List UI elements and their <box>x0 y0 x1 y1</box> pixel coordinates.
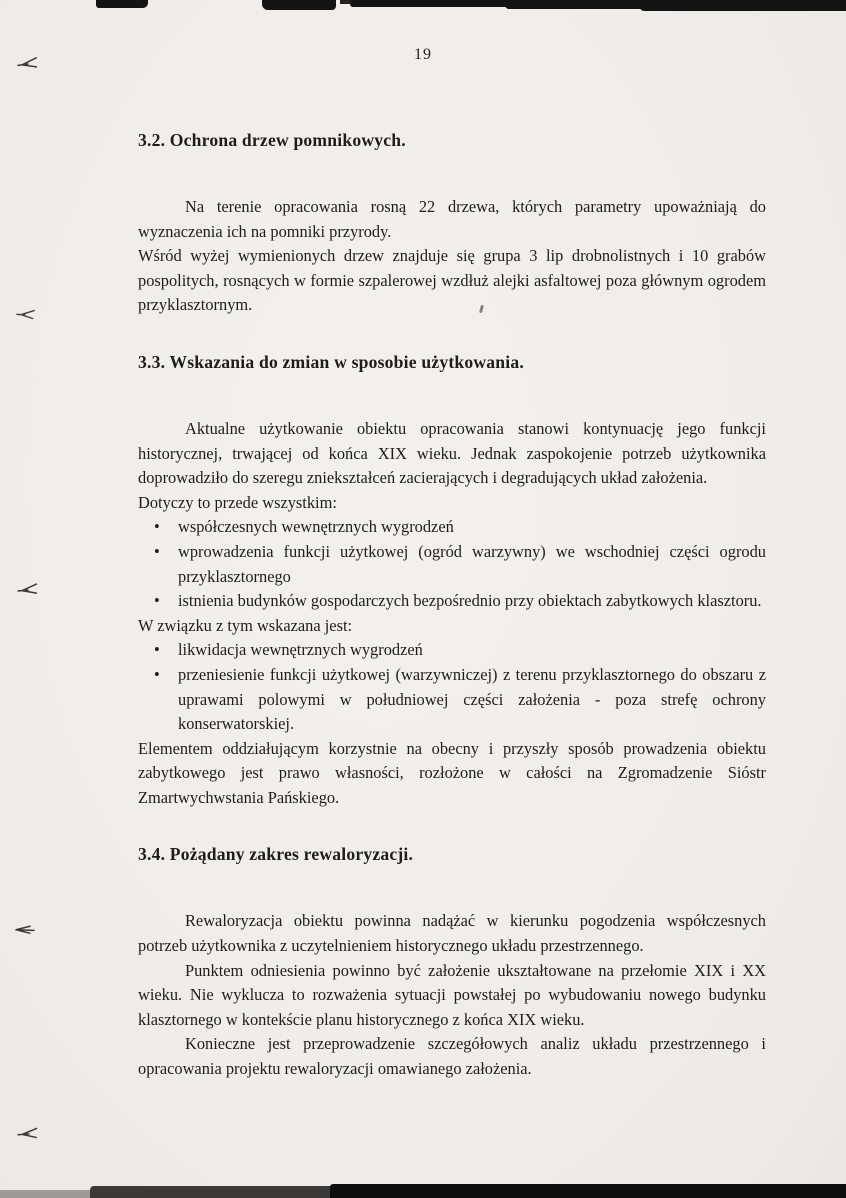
section-heading-3-2: 3.2. Ochrona drzew pomnikowych. <box>138 130 406 150</box>
bullet-marker: • <box>154 541 160 561</box>
paragraph: Konieczne jest przeprowadzenie szczegółowych analiz układu przestrzennego i opracowania projektu rewaloryzacji omawianego założenia. <box>138 1034 766 1079</box>
scan-artifact-segment <box>330 1184 846 1198</box>
list-item-text: przeniesienie funkcji użytkowej (warzywniczej) z terenu przyklasztornego do obszaru z uprawami polowymi w południowej części założenia - poza strefę ochrony konserwatorskiej. <box>178 664 766 734</box>
scan-artifact-bottom <box>0 1182 846 1198</box>
document-content <box>138 128 766 1082</box>
section-heading-3-4: 3.4. Pożądany zakres rewaloryzacji. <box>138 844 414 865</box>
scan-artifact-top <box>0 0 846 18</box>
handwritten-mark-icon <box>15 1125 40 1143</box>
bullet-list <box>138 638 766 736</box>
scan-artifact-blob <box>640 0 846 11</box>
paragraph: Elementem oddziałującym korzystnie na obecny i przyszły sposób prowadzenia obiektu zabytkowego jest prawo własności, rozłożone w całości na Zgromadzenie Sióstr Zmartwychwstania Pańskiego. <box>138 738 766 807</box>
bullet-list <box>138 515 766 613</box>
page-number: 19 <box>414 46 432 63</box>
bullet-marker: • <box>154 664 160 684</box>
paragraph: Punktem odniesienia powinno być założenie ukształtowane na przełomie XIX i XX wieku. Nie wyklucza to rozważenia sytuacji powstałej po wybudowaniu nowego budynku klasztornego w kontekście planu historycznego z końca XIX wieku. <box>138 960 766 1029</box>
list-item <box>138 663 766 737</box>
paragraph: Aktualne użytkowanie obiektu opracowania stanowi kontynuację jego funkcji historycznej, trwającej od końca XIX wieku. Jednak zaspokojenie potrzeb użytkownika doprowadziło do szeregu zniekształceń zacierających i degradujących układ założenia. <box>138 418 766 488</box>
handwritten-mark-icon <box>13 305 38 323</box>
scan-artifact-segment <box>0 1190 95 1198</box>
list-item <box>138 638 766 663</box>
scan-artifact-blob <box>350 0 520 7</box>
list-item <box>138 589 766 614</box>
list-lead: W związku z tym wskazana jest: <box>138 615 353 635</box>
bullet-marker: • <box>154 517 160 537</box>
bullet-marker: • <box>154 640 160 660</box>
scan-artifact-blob <box>96 0 148 8</box>
scan-artifact-blob <box>262 0 336 10</box>
handwritten-mark-icon <box>12 922 37 939</box>
handwritten-mark-icon <box>15 581 41 599</box>
list-lead: Dotyczy to przede wszystkim: <box>138 492 337 512</box>
paragraph: Na terenie opracowania rosną 22 drzewa, których parametry upoważniają do wyznaczenia ich na pomniki przyrody. <box>138 197 766 241</box>
list-item-text: likwidacja wewnętrznych wygrodzeń <box>178 640 423 660</box>
section-heading-3-3: 3.3. Wskazania do zmian w sposobie użytkowania. <box>138 351 524 372</box>
paragraph: Rewaloryzacja obiektu powinna nadążać w kierunku pogodzenia współczesnych potrzeb użytkownika z uczytelnieniem historycznego układu przestrzennego. <box>138 911 766 956</box>
list-item <box>138 515 766 540</box>
scan-artifact-blob <box>505 0 655 9</box>
scan-artifact-segment <box>90 1186 335 1198</box>
list-item-text: wprowadzenia funkcji użytkowej (ogród warzywny) we wschodniej części ogrodu przyklasztornego <box>178 541 766 586</box>
paragraph: Wśród wyżej wymienionych drzew znajduje się grupa 3 lip drobnolistnych i 10 grabów pospolitych, rosnących w formie szpalerowej wzdłuż alejki asfaltowej poza głównym ogrodem przyklasztornym. <box>138 246 766 315</box>
list-item-text: współczesnych wewnętrznych wygrodzeń <box>178 517 454 537</box>
bullet-marker: • <box>154 591 160 611</box>
list-item <box>138 540 766 589</box>
list-item-text: istnienia budynków gospodarczych bezpośrednio przy obiektach zabytkowych klasztoru. <box>178 591 762 611</box>
